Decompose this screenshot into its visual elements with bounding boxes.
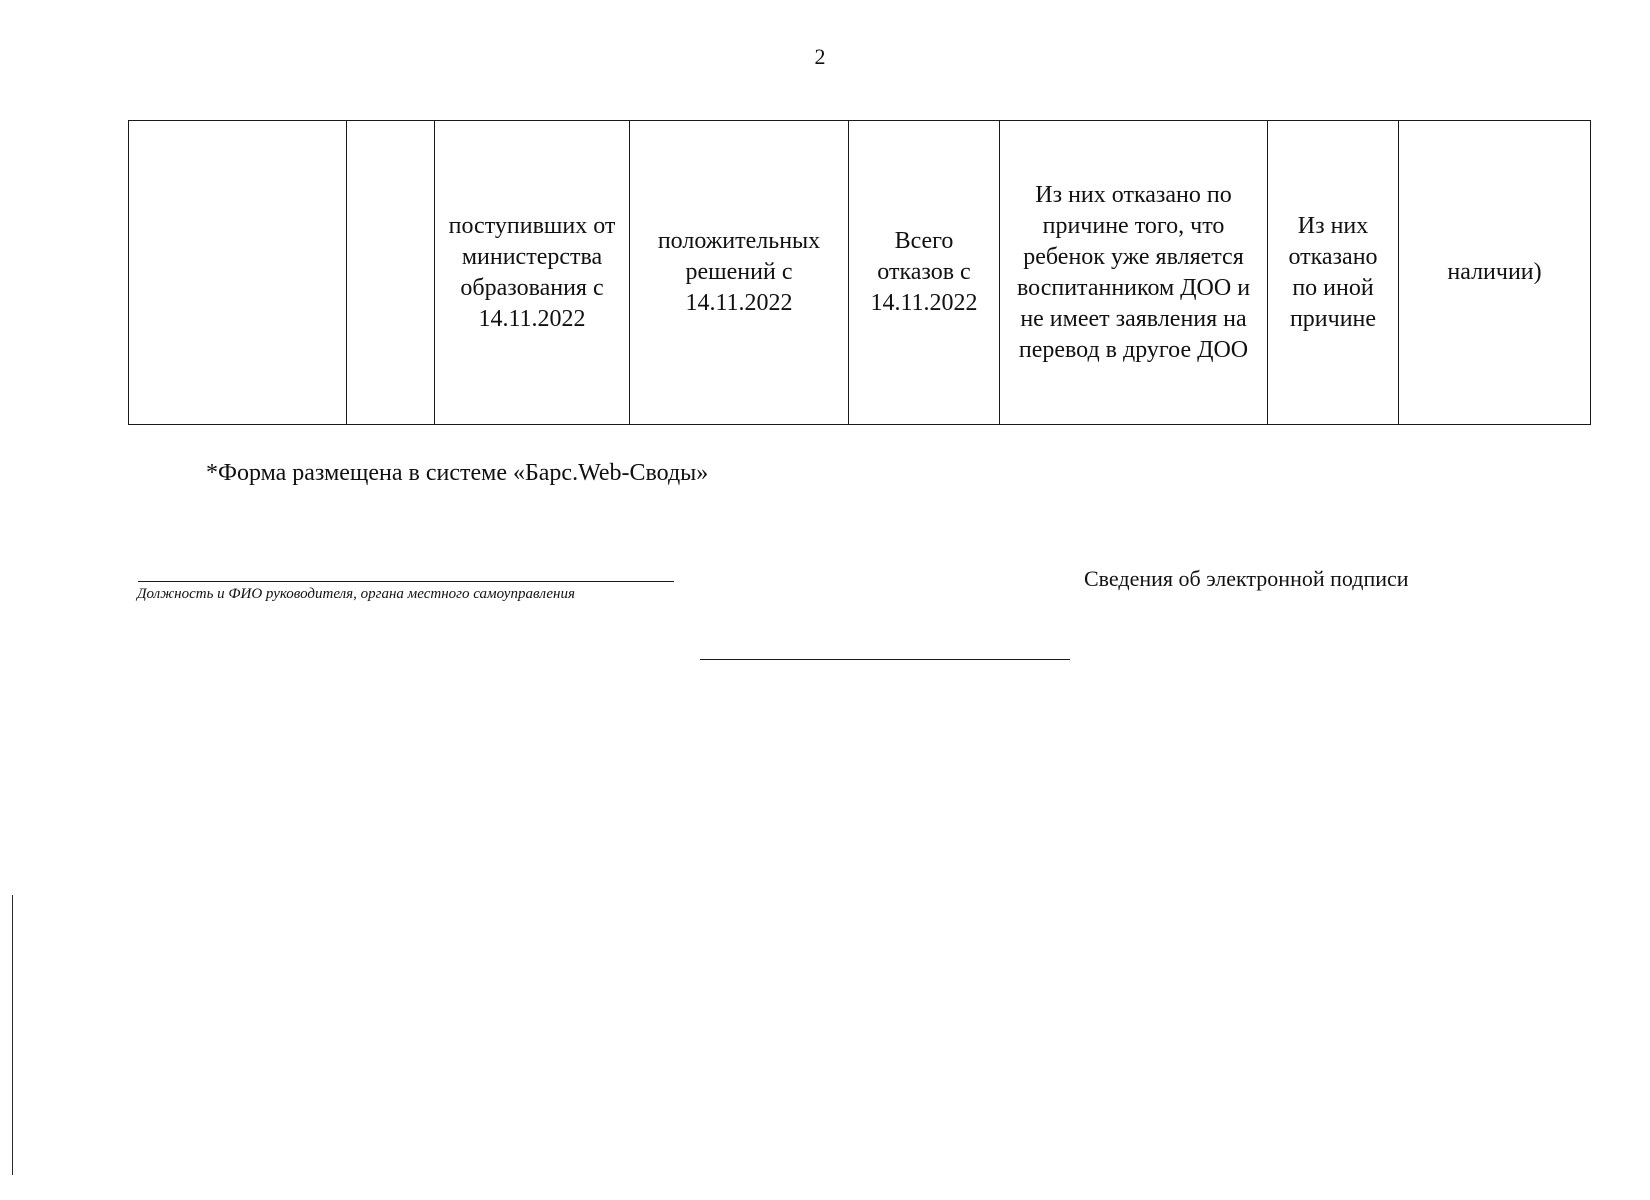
table-header-cell-8: наличии) — [1399, 121, 1591, 425]
table-header-cell-1 — [129, 121, 347, 425]
table-header-cell-3: поступивших от министерства образования с 14.11.2022 — [435, 121, 630, 425]
table-header-row — [129, 121, 1591, 425]
table-header-cell-7: Из них отказано по иной причине — [1268, 121, 1399, 425]
signature-line — [138, 581, 674, 582]
table-header-cell-4: положительных решений с 14.11.2022 — [630, 121, 849, 425]
page-number: 2 — [814, 44, 826, 69]
footnote: *Форма размещена в системе «Барс.Web-Своды» — [206, 460, 709, 486]
signature-caption: Должность и ФИО руководителя, органа местного самоуправления — [137, 586, 575, 602]
electronic-signature-label: Сведения об электронной подписи — [1084, 566, 1409, 591]
scan-edge-line — [12, 895, 13, 1175]
table-header-cell-5: Всего отказов с 14.11.2022 — [849, 121, 1000, 425]
report-table-header — [128, 120, 1591, 425]
bottom-divider — [700, 659, 1070, 660]
table-header-cell-2 — [347, 121, 435, 425]
table-header-cell-6: Из них отказано по причине того, что ребенок уже является воспитанником ДОО и не имеет заявления на перевод в другое ДОО — [1000, 121, 1268, 425]
